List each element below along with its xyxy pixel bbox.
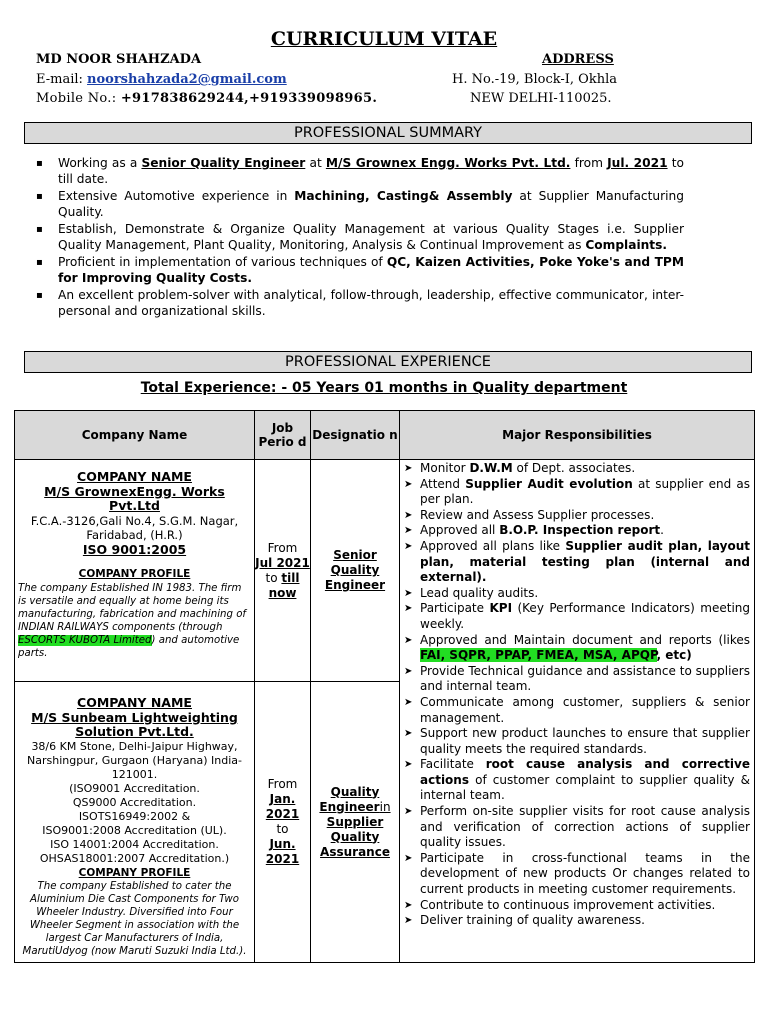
list-item: ➤ Attend Supplier Audit evolution at supplier end as per plan. <box>404 477 750 508</box>
column-header-responsibilities: Major Responsibilities <box>400 411 755 460</box>
list-item: ➤ Lead quality audits. <box>404 586 750 602</box>
company-certification: ISO 9001:2005 <box>82 541 187 557</box>
company-name: M/S GrownexEngg. Works Pvt.Ltd <box>44 483 225 513</box>
list-item: ➤ Participate in cross-functional teams in the development of new products Or changes related to current products in meeting customer requirements. <box>404 851 750 898</box>
accreditation: (ISO9001 Accreditation. <box>69 781 200 795</box>
summary-item: ▪ Extensive Automotive experience in Machining, Casting& Assembly at Supplier Manufacturing Quality. <box>36 189 684 220</box>
summary-item: ▪ Proficient in implementation of various techniques of QC, Kaizen Activities, Poke Yoke's and TPM for Improving Quality Costs. <box>36 255 684 286</box>
company-heading: COMPANY NAME <box>77 695 192 710</box>
company-heading: COMPANY NAME <box>77 469 192 484</box>
document-title: CURRICULUM VITAE <box>270 28 498 50</box>
email-line <box>36 72 287 87</box>
accreditation: OHSAS18001:2007 Accreditation.) <box>39 851 230 865</box>
address-title: ADDRESS <box>542 52 614 67</box>
company-cell-1 <box>15 460 255 682</box>
address-line-1: H. No.-19, Block-I, Okhla <box>452 72 617 87</box>
column-header-designation: Designatio n <box>311 411 400 460</box>
list-item: ➤ Communicate among customer, suppliers & senior management. <box>404 695 750 726</box>
company-address: F.C.A.-3126,Gali No.4, S.G.M. Nagar, Faridabad, (H.R.) <box>30 513 239 542</box>
experience-heading: PROFESSIONAL EXPERIENCE <box>24 351 752 373</box>
experience-table <box>14 410 755 963</box>
accreditation: ISOTS16949:2002 & <box>78 809 191 823</box>
company-profile-heading: COMPANY PROFILE <box>78 866 191 879</box>
highlighted-text: ESCORTS KUBOTA Limited <box>18 634 152 646</box>
responsibilities-cell <box>400 460 755 963</box>
designation-cell-2: Quality Engineerin Supplier Quality Assurance <box>311 682 400 963</box>
email-link[interactable]: noorshahzada2@gmail.com <box>87 72 287 87</box>
list-item: ➤ Support new product launches to ensure that supplier quality meets the required standards. <box>404 726 750 757</box>
candidate-name: MD NOOR SHAHZADA <box>36 52 202 67</box>
mobile-line <box>36 91 377 106</box>
company-name: M/S Sunbeam Lightweighting Solution Pvt.Ltd. <box>31 709 238 739</box>
list-item: ➤ Monitor D.W.M of Dept. associates. <box>404 461 750 477</box>
list-item: ➤ Facilitate root cause analysis and corrective actions of customer complaint to supplier quality & internal team. <box>404 757 750 804</box>
mobile-label: Mobile No.: <box>36 91 121 106</box>
highlighted-text: FAI, SQPR, PPAP, FMEA, MSA, APQP <box>420 648 657 663</box>
email-label: E-mail: <box>36 72 88 87</box>
summary-item: ▪ Establish, Demonstrate & Organize Quality Management at various Quality Stages i.e. Supplier Quality Management, Plant Quality, Monitoring, Analysis & Continual Improvement as Complaints. <box>36 222 684 253</box>
column-header-company: Company Name <box>15 411 255 460</box>
list-item: ➤ Approved and Maintain document and reports (likes FAI, SQPR, PPAP, FMEA, MSA, APQP, etc) <box>404 633 750 664</box>
summary-heading: PROFESSIONAL SUMMARY <box>24 122 752 144</box>
list-item: ➤ Deliver training of quality awareness. <box>404 913 750 929</box>
mobile-number: +917838629244,+919339098965. <box>120 91 378 106</box>
period-cell-1: From Jul 2021 to till now <box>255 460 311 682</box>
list-item: ➤ Provide Technical guidance and assistance to suppliers and internal team. <box>404 664 750 695</box>
company-profile-text: The company Established to cater the Aluminium Die Cast Components for Two Wheeler Industry. Diversified into Four Wheeler Segment in association with the largest Car Manufacturers of India, MarutiUdyog (now Maruti Suzuki India Ltd.). <box>22 881 247 957</box>
column-header-period: Job Perio d <box>255 411 311 460</box>
list-item: ➤ Review and Assess Supplier processes. <box>404 508 750 524</box>
table-row <box>15 460 755 682</box>
responsibilities-list <box>404 461 750 929</box>
table-header-row <box>15 411 755 460</box>
accreditation: ISO 14001:2004 Accreditation. <box>50 837 219 851</box>
list-item: ➤ Approved all B.O.P. Inspection report. <box>404 523 750 539</box>
address-line-2: NEW DELHI-110025. <box>470 91 612 106</box>
company-profile-heading: COMPANY PROFILE <box>78 568 191 580</box>
company-address: 38/6 KM Stone, Delhi-Jaipur Highway, Narshingpur, Gurgaon (Haryana) India- 121001. <box>27 739 242 781</box>
list-item: ➤ Perform on-site supplier visits for root cause analysis and verification of correction actions of supplier quality issues. <box>404 804 750 851</box>
accreditation: QS9000 Accreditation. <box>72 795 197 809</box>
total-experience: Total Experience: - 05 Years 01 months in Quality department <box>140 380 628 396</box>
list-item: ➤ Contribute to continuous improvement activities. <box>404 898 750 914</box>
company-cell-2 <box>15 682 255 963</box>
list-item: ➤ Participate KPI (Key Performance Indicators) meeting weekly. <box>404 601 750 632</box>
summary-item: ▪ An excellent problem-solver with analytical, follow-through, leadership, effective communicator, inter-personal and organizational skills. <box>36 288 684 319</box>
designation-cell-1: Senior Quality Engineer <box>311 460 400 682</box>
list-item: ➤ Approved all plans like Supplier audit plan, layout plan, material testing plan (internal and external). <box>404 539 750 586</box>
summary-list <box>36 156 684 321</box>
period-cell-2: From Jan. 2021 to Jun. 2021 <box>255 682 311 963</box>
company-profile-text: The company Established IN 1983. The firm is versatile and equally at home being its manufacturing, fabrication and machining of INDIAN RAILWAYS components (through ESCORTS KUBOTA Limited) and automotive parts. <box>18 582 247 659</box>
summary-item: ▪ Working as a Senior Quality Engineer at M/S Grownex Engg. Works Pvt. Ltd. from Jul. 2021 to till date. <box>36 156 684 187</box>
accreditation: ISO9001:2008 Accreditation (UL). <box>42 823 227 837</box>
